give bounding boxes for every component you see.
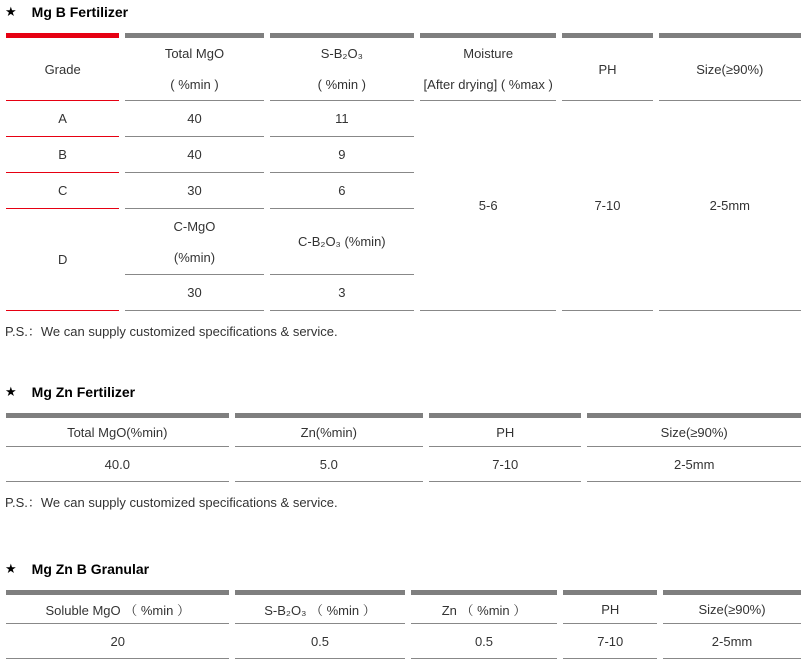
star-icon: ★ — [5, 561, 17, 576]
table-value-row — [6, 447, 801, 482]
total-mgo-value: 40.0 — [6, 447, 229, 482]
header-total-mgo — [125, 33, 263, 101]
grade-a-mgo-value: 40 — [125, 101, 263, 137]
size-value: 2-5mm — [587, 447, 801, 482]
table-row-grade-a — [6, 101, 801, 137]
zn-value: 0.5 — [411, 624, 558, 659]
ph-value: 7-10 — [429, 447, 581, 482]
ph-value: 7-10 — [563, 624, 657, 659]
zn-value: 5.0 — [235, 447, 423, 482]
star-icon: ★ — [5, 4, 17, 19]
grade-c-mgo-value: 30 — [125, 173, 263, 209]
header-total-mgo-line2: ( %min ) — [170, 77, 219, 92]
grade-d-mgo-value: 30 — [125, 275, 263, 311]
header-soluble-mgo: Soluble MgO （ %min ） — [6, 590, 229, 624]
ps-note-1: P.S.：We can supply customized specifications & service. — [5, 324, 338, 339]
header-size: Size(≥90%) — [587, 413, 801, 447]
grade-a-b2o3-value: 11 — [270, 101, 414, 137]
shared-ph-value: 7-10 — [562, 101, 652, 311]
header-moisture-line1: Moisture — [463, 46, 514, 61]
header-zn: Zn （ %min ） — [411, 590, 558, 624]
grade-d-b2o3-value: 3 — [270, 275, 414, 311]
grade-d-cmgo-sublabel — [125, 209, 263, 275]
header-s-b2o3-line1: S-B₂O₃ — [320, 46, 363, 61]
header-grade: Grade — [6, 33, 119, 101]
header-ph: PH — [563, 590, 657, 624]
star-icon: ★ — [5, 384, 17, 399]
header-moisture-line2: [After drying] ( %max ) — [423, 77, 553, 92]
grade-d-cmgo-line2: (%min) — [173, 249, 216, 265]
header-size: Size(≥90%) — [659, 33, 801, 101]
shared-size-value: 2-5mm — [659, 101, 801, 311]
s-b2o3-value: 0.5 — [235, 624, 404, 659]
grade-c-label: C — [6, 173, 119, 209]
table-header-row — [6, 413, 801, 447]
header-s-b2o3: S-B₂O₃ （ %min ） — [235, 590, 404, 624]
size-value: 2-5mm — [663, 624, 801, 659]
grade-a-label: A — [6, 101, 119, 137]
grade-d-cb2o3-sublabel: C-B₂O₃ (%min) — [270, 209, 414, 275]
grade-d-cmgo-line1: C-MgO — [173, 218, 216, 234]
section-title-text: Mg Zn B Granular — [31, 561, 150, 577]
header-total-mgo: Total MgO(%min) — [6, 413, 229, 447]
table-header-row — [6, 33, 801, 101]
grade-b-label: B — [6, 137, 119, 173]
header-zn: Zn(%min) — [235, 413, 423, 447]
section-title-mg-zn-fertilizer — [0, 384, 807, 400]
grade-b-mgo-value: 40 — [125, 137, 263, 173]
grade-d-label: D — [6, 209, 119, 311]
header-s-b2o3-line2: ( %min ) — [317, 77, 367, 92]
table-value-row — [6, 624, 801, 659]
header-ph: PH — [429, 413, 581, 447]
header-ph: PH — [562, 33, 652, 101]
header-total-mgo-line1: Total MgO — [164, 46, 225, 61]
section-title-text: Mg Zn Fertilizer — [31, 384, 136, 400]
grade-b-b2o3-value: 9 — [270, 137, 414, 173]
header-s-b2o3 — [270, 33, 414, 101]
mg-b-fertilizer-table — [0, 33, 807, 311]
ps-note-2: P.S.：We can supply customized specifications & service. — [5, 495, 338, 510]
section-title-mg-zn-b-granular — [0, 561, 807, 577]
table-header-row — [6, 590, 801, 624]
mg-zn-fertilizer-table — [0, 413, 807, 482]
section-title-mg-b-fertilizer — [0, 0, 807, 20]
section-title-text: Mg B Fertilizer — [31, 4, 129, 20]
mg-zn-b-granular-table — [0, 590, 807, 659]
header-moisture — [420, 33, 556, 101]
header-size: Size(≥90%) — [663, 590, 801, 624]
shared-moisture-value: 5-6 — [420, 101, 556, 311]
soluble-mgo-value: 20 — [6, 624, 229, 659]
grade-c-b2o3-value: 6 — [270, 173, 414, 209]
